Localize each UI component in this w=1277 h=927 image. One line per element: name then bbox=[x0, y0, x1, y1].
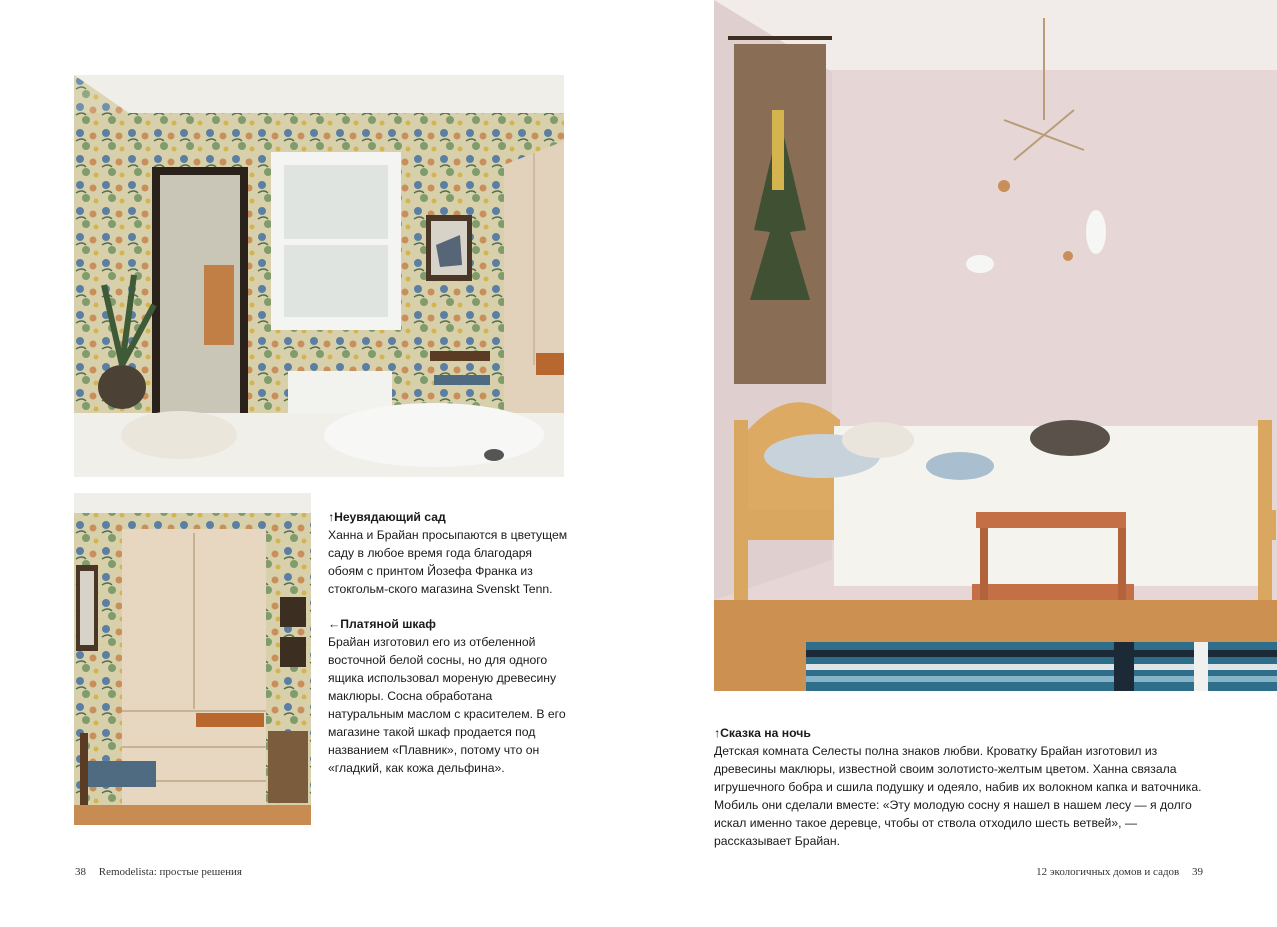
left-running-title: Remodelista: простые решения bbox=[98, 866, 242, 878]
caption-wardrobe-text: Брайан изготовил его из отбеленной восточной белой сосны, но для одного ящика использовал мореную древесину маклюры. Сосна обработана натуральным маслом с красителем. В его магазине такой шкаф продается под названием «Плавник», потому что он «гладкий, как кожа дельфина». bbox=[328, 635, 566, 775]
right-running-title: 12 экологичных домов и садов bbox=[1036, 866, 1180, 878]
caption-garden-title: ↑Неувядающий сад bbox=[328, 510, 446, 524]
caption-nursery-title: ↑Сказка на ночь bbox=[714, 726, 811, 740]
wardrobe-photo bbox=[74, 493, 311, 825]
caption-nursery-text: Детская комната Селесты полна знаков любви. Кроватку Брайан изготовил из древесины маклюры, известной своим золотисто-желтым цветом. Ханна связала игрушечного бобра и сшила подушку и одеяло, набив их волокном капка и ваточника. Мобиль они сделали вместе: «Эту молодую сосну я нашел в нашем лесу — я долго искал именно такое деревце, чтобы от ствола отходило шесть ветвей», — рассказывает Брайан. bbox=[714, 744, 1202, 848]
left-page-footer bbox=[75, 866, 242, 878]
wardrobe-illustration bbox=[74, 493, 311, 825]
nursery-photo bbox=[714, 0, 1277, 691]
caption-nursery bbox=[714, 724, 1214, 850]
caption-wardrobe bbox=[328, 615, 568, 777]
caption-garden bbox=[328, 508, 568, 598]
left-page-number: 38 bbox=[75, 866, 86, 878]
right-page-footer bbox=[1036, 866, 1203, 878]
bedroom-photo bbox=[74, 75, 564, 477]
caption-wardrobe-title: ←Платяной шкаф bbox=[328, 617, 436, 631]
nursery-illustration bbox=[714, 0, 1277, 691]
right-page-number: 39 bbox=[1192, 866, 1203, 878]
caption-garden-text: Ханна и Брайан просыпаются в цветущем саду в любое время года благодаря обоям с принтом Йозефа Франка из стокгольм-ского магазина Svenskt Tenn. bbox=[328, 528, 568, 596]
bedroom-illustration bbox=[74, 75, 564, 477]
